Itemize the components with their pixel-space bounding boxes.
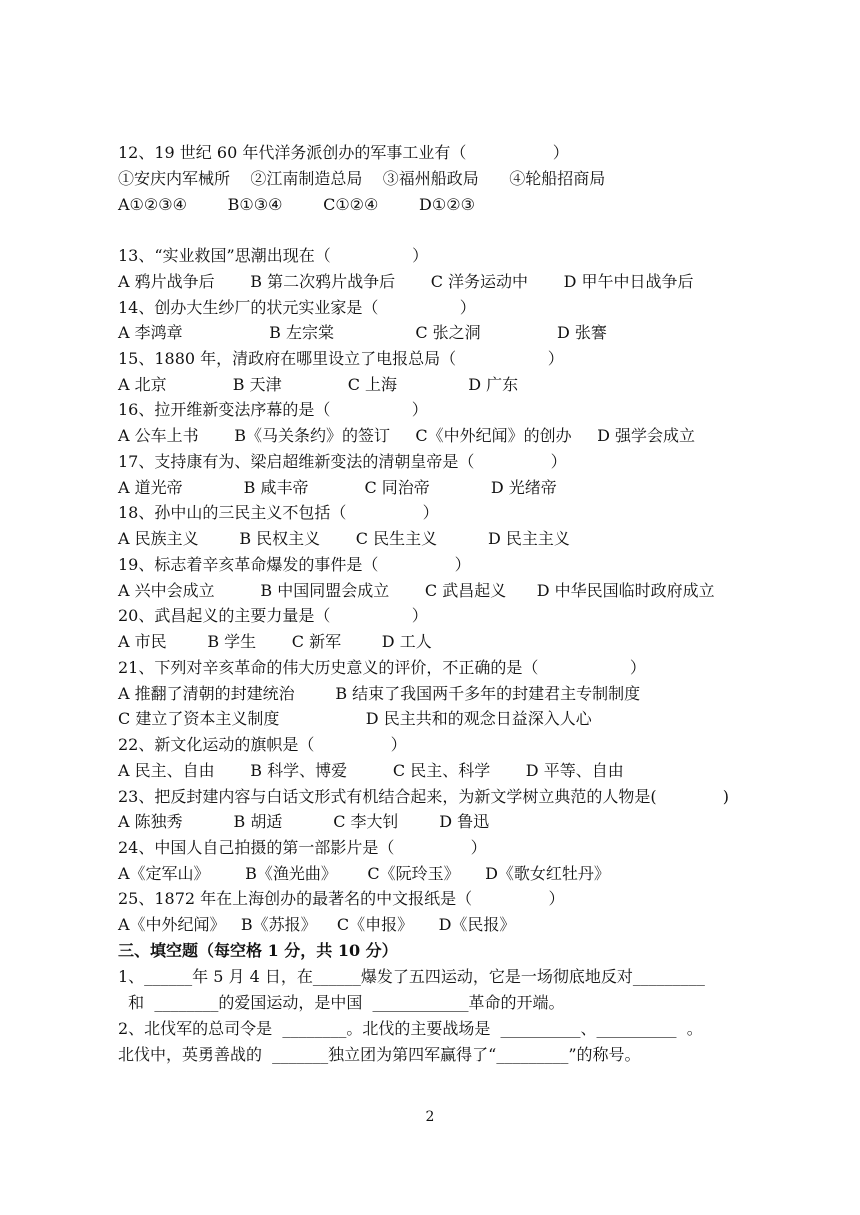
question-18: 18、孙中山的三民主义不包括（ ）	[118, 503, 439, 522]
question-25-options: A《中外纪闻》 B《苏报》 C《申报》 D《民报》	[118, 915, 516, 934]
section-heading-fill-in: 三、填空题（每空格 1 分，共 10 分）	[118, 941, 398, 960]
question-17-options: A 道光帝 B 咸丰帝 C 同治帝 D 光绪帝	[118, 478, 557, 497]
question-23: 23、把反封建内容与白话文形式有机结合起来，为新文学树立典范的人物是( )	[118, 787, 729, 806]
question-21-options-cd: C 建立了资本主义制度 D 民主共和的观念日益深入人心	[118, 709, 592, 728]
question-18-options: A 民族主义 B 民权主义 C 民生主义 D 民主主义	[118, 529, 570, 548]
question-14: 14、创办大生纱厂的状元实业家是（ ）	[118, 298, 476, 317]
question-24: 24、中国人自己拍摄的第一部影片是（ ）	[118, 838, 487, 857]
question-21-options-ab: A 推翻了清朝的封建统治 B 结束了我国两千多年的封建君主专制制度	[118, 684, 641, 703]
question-15: 15、1880 年，清政府在哪里设立了电报总局（ ）	[118, 349, 564, 368]
question-20-options: A 市民 B 学生 C 新军 D 工人	[118, 632, 432, 651]
question-12: 12、19 世纪 60 年代洋务派创办的军事工业有（ ）	[118, 143, 569, 162]
question-16: 16、拉开维新变法序幕的是（ ）	[118, 400, 428, 419]
question-19-options: A 兴中会成立 B 中国同盟会成立 C 武昌起义 D 中华民国临时政府成立	[118, 581, 715, 600]
question-24-options: A《定军山》 B《渔光曲》 C《阮玲玉》 D《歌女红牡丹》	[118, 864, 610, 883]
fill-in-2: 2、北伐军的总司令是 ________。北伐的主要战场是 __________、__________ 。	[118, 1019, 703, 1038]
question-13: 13、“实业救国”思潮出现在（ ）	[118, 246, 429, 265]
question-19: 19、标志着辛亥革命爆发的事件是（ ）	[118, 555, 471, 574]
question-13-options: A 鸦片战争后 B 第二次鸦片战争后 C 洋务运动中 D 甲午中日战争后	[118, 272, 694, 291]
page-number: 2	[425, 1109, 435, 1125]
question-22: 22、新文化运动的旗帜是（ ）	[118, 735, 407, 754]
fill-in-1-continued: 和 ________的爱国运动，是中国 ____________革命的开端。	[118, 993, 565, 1012]
question-21: 21、下列对辛亥革命的伟大历史意义的评价，不正确的是（ ）	[118, 658, 646, 677]
question-20: 20、武昌起义的主要力量是（ ）	[118, 606, 428, 625]
question-14-options: A 李鸿章 B 左宗棠 C 张之洞 D 张謇	[118, 323, 607, 342]
question-25: 25、1872 年在上海创办的最著名的中文报纸是（ ）	[118, 889, 565, 908]
question-22-options: A 民主、自由 B 科学、博爱 C 民主、科学 D 平等、自由	[118, 761, 624, 780]
fill-in-1: 1、______年 5 月 4 日，在______爆发了五四运动，它是一场彻底地反对_________	[118, 967, 705, 986]
question-17: 17、支持康有为、梁启超维新变法的清朝皇帝是（ ）	[118, 452, 567, 471]
question-23-options: A 陈独秀 B 胡适 C 李大钊 D 鲁迅	[118, 812, 490, 831]
question-12-options: A①②③④ B①③④ C①②④ D①②③	[118, 195, 475, 214]
fill-in-2-continued: 北伐中，英勇善战的 _______独立团为第四军赢得了“_________”的称号。	[118, 1045, 641, 1064]
question-12-items: ①安庆内军械所 ②江南制造总局 ③福州船政局 ④轮船招商局	[118, 169, 606, 188]
question-15-options: A 北京 B 天津 C 上海 D 广东	[118, 375, 519, 394]
question-16-options: A 公车上书 B《马关条约》的签订 C《中外纪闻》的创办 D 强学会成立	[118, 426, 696, 445]
